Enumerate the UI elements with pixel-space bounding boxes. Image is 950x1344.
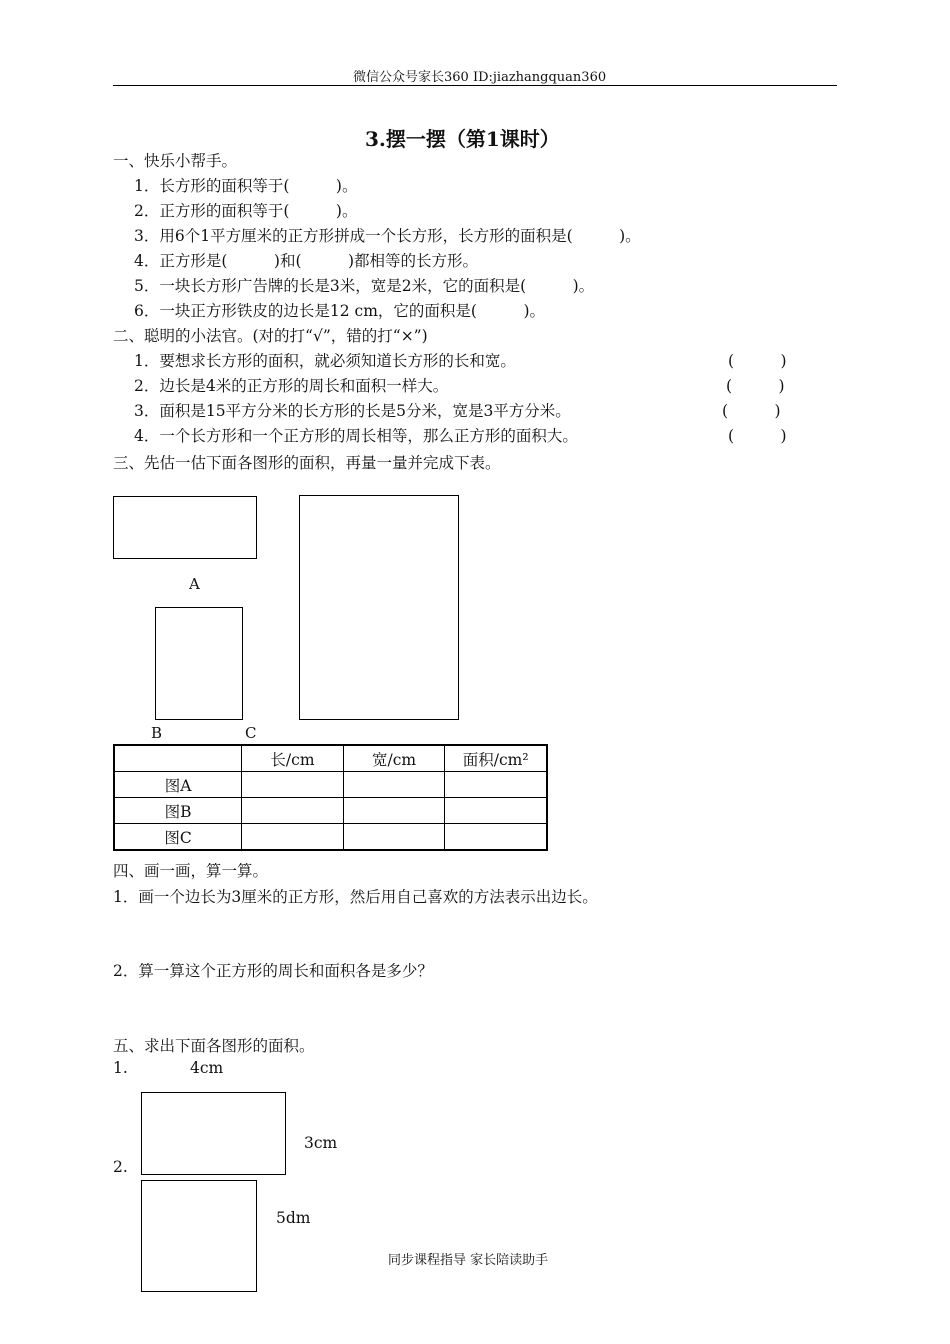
section1-item-3: 3．用6个1平方厘米的正方形拼成一个长方形，长方形的面积是( )。 [134, 227, 641, 245]
table-row-label-a: 图A [114, 772, 242, 798]
section2-item-3: 3．面积是15平方分米的长方形的长是5分米，宽是3平方分米。 [134, 402, 571, 420]
section2-mark-1: ( ) [728, 352, 787, 370]
table-header-width: 宽/cm [343, 745, 445, 772]
table-cell[interactable] [343, 772, 445, 798]
label-b: B [151, 724, 163, 742]
footer-text: 同步课程指导 家长陪读助手 [388, 1253, 549, 1268]
fig2-side-label: 5dm [276, 1209, 311, 1227]
fig1-rectangle [141, 1092, 286, 1175]
section2-mark-4: ( ) [728, 427, 787, 445]
table-header-row [114, 745, 547, 772]
header-divider [113, 85, 837, 86]
section4-heading: 四、画一画，算一算。 [113, 862, 269, 880]
table-cell[interactable] [242, 772, 344, 798]
section2-heading: 二、聪明的小法官。(对的打“√”，错的打“×”) [113, 327, 428, 345]
table-cell[interactable] [343, 824, 445, 851]
section1-item-6: 6．一块正方形铁皮的边长是12 cm，它的面积是( )。 [134, 302, 545, 320]
table-cell[interactable] [242, 824, 344, 851]
table-cell[interactable] [445, 798, 547, 824]
table-cell[interactable] [343, 798, 445, 824]
section4-item-2: 2．算一算这个正方形的周长和面积各是多少？ [113, 962, 433, 980]
measure-table [113, 744, 548, 851]
section1-item-1: 1．长方形的面积等于( )。 [134, 177, 358, 195]
section3-heading: 三、先估一估下面各图形的面积，再量一量并完成下表。 [113, 454, 501, 472]
table-header-length: 长/cm [242, 745, 344, 772]
section1-heading: 一、快乐小帮手。 [113, 152, 238, 170]
section2-item-1: 1．要想求长方形的面积，就必须知道长方形的长和宽。 [134, 352, 516, 370]
section2-item-2: 2．边长是4米的正方形的周长和面积一样大。 [134, 377, 449, 395]
table-header-area: 面积/cm² [445, 745, 547, 772]
table-row-label-b: 图B [114, 798, 242, 824]
section4-item-1: 1．画一个边长为3厘米的正方形，然后用自己喜欢的方法表示出边长。 [113, 888, 598, 906]
section2-mark-2: ( ) [726, 377, 785, 395]
table-row [114, 798, 547, 824]
table-header-blank [114, 745, 242, 772]
table-row [114, 772, 547, 798]
section5-num-1: 1. [113, 1059, 128, 1077]
section1-item-4: 4．正方形是( )和( )都相等的长方形。 [134, 252, 479, 270]
label-c: C [245, 724, 257, 742]
section1-item-5: 5．一块长方形广告牌的长是3米，宽是2米，它的面积是( )。 [134, 277, 595, 295]
shape-a [113, 496, 257, 559]
table-cell[interactable] [242, 798, 344, 824]
fig2-square [141, 1180, 257, 1292]
section5-heading: 五、求出下面各图形的面积。 [113, 1037, 315, 1055]
table-cell[interactable] [445, 824, 547, 851]
header-text: 微信公众号家长360 ID:jiazhangquan360 [353, 70, 607, 85]
fig1-top-label: 4cm [190, 1059, 224, 1077]
fig1-side-label: 3cm [304, 1134, 338, 1152]
page-title: 3.摆一摆（第1课时） [365, 127, 560, 151]
shape-b [155, 607, 243, 720]
table-cell[interactable] [445, 772, 547, 798]
shape-c [299, 495, 459, 720]
section1-item-2: 2．正方形的面积等于( )。 [134, 202, 358, 220]
table-row [114, 824, 547, 851]
label-a: A [189, 575, 200, 593]
section2-item-4: 4．一个长方形和一个正方形的周长相等，那么正方形的面积大。 [134, 427, 578, 445]
section5-num-2: 2. [113, 1158, 128, 1176]
section2-mark-3: ( ) [722, 402, 781, 420]
table-row-label-c: 图C [114, 824, 242, 851]
